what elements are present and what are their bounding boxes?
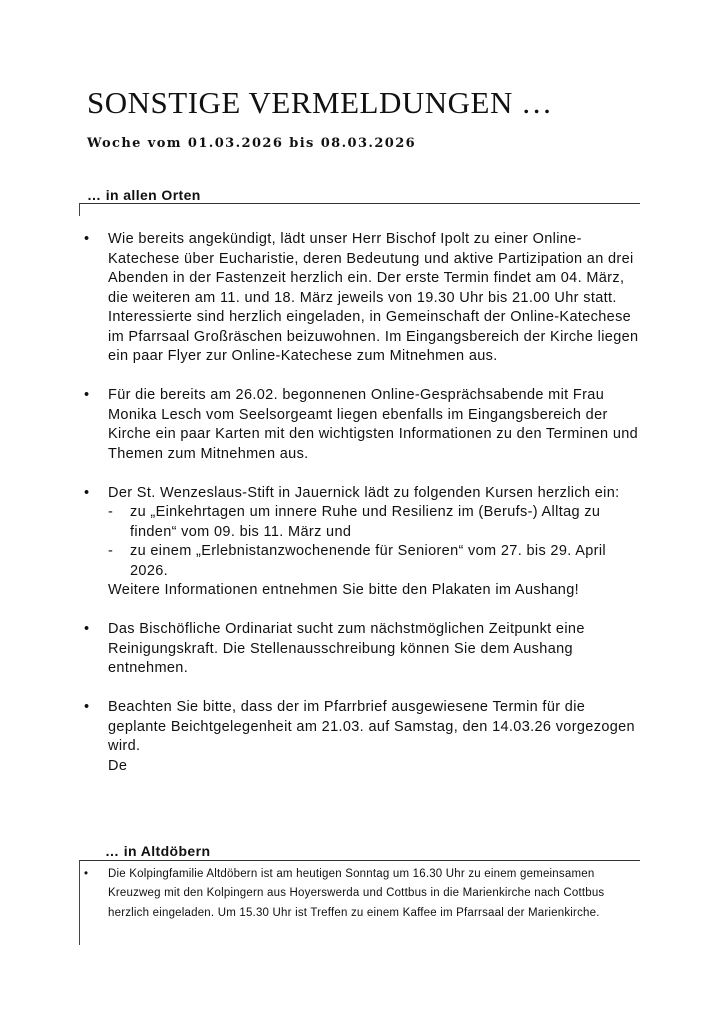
page-title: SONSTIGE VERMELDUNGEN …	[87, 85, 553, 120]
bullet-icon: •	[84, 621, 90, 637]
section-heading-all-places: … in allen Orten	[87, 187, 201, 203]
announcement-text: Wie bereits angekündigt, lädt unser Herr Bischof Ipolt zu einer Online-Katechese über Eucharistie, deren Bedeutung und aktive Partizipation an drei Abenden in der Fastenzeit herzlich ein. Der erste Termin findet am 04. März, die weiteren am 11. und 18. März jeweils von 19.30 Uhr bis 21.00 Uhr statt. Interessierte sind herzlich eingeladen, in Gemeinschaft der Online-Katechese im Pfarrsaal Großräschen beizuwohnen. Im Eingangsbereich der Kirche liegen ein paar Flyer zur Online-Katechese zum Mitnehmen aus.	[108, 231, 639, 364]
list-item	[84, 484, 644, 601]
announcement-list	[84, 230, 644, 796]
section-heading-altdoebern: … in Altdöbern	[105, 843, 211, 859]
dash-marker: -	[108, 504, 114, 520]
announcement-text: Weitere Informationen entnehmen Sie bitte den Plakaten im Aushang!	[108, 582, 579, 598]
course-item	[108, 503, 644, 542]
section-rule	[79, 860, 640, 861]
truncated-text: De	[108, 757, 128, 774]
list-item	[84, 698, 644, 776]
bullet-icon: •	[84, 387, 90, 403]
dash-marker: -	[108, 543, 114, 559]
bullet-icon: •	[84, 231, 90, 247]
bullet-icon: •	[84, 868, 89, 880]
bullet-icon: •	[84, 699, 90, 715]
bullet-icon: •	[84, 484, 90, 501]
altdoebern-list	[84, 865, 629, 923]
section-rule	[79, 203, 640, 204]
week-subtitle: Woche vom 01.03.2026 bis 08.03.2026	[87, 136, 417, 151]
announcement-text: Das Bischöfliche Ordinariat sucht zum nächstmöglichen Zeitpunkt eine Reinigungskraft. Die Stellenausschreibung können Sie dem Aushang entnehmen.	[108, 621, 585, 676]
course-item	[108, 542, 644, 581]
announcement-text: Der St. Wenzeslaus-Stift in Jauernick lädt zu folgenden Kursen herzlich ein:	[108, 484, 620, 501]
list-item	[84, 230, 644, 367]
section-rule-tick	[79, 203, 80, 216]
list-item	[84, 386, 644, 464]
announcement-text: Beachten Sie bitte, dass der im Pfarrbrief ausgewiesene Termin für die geplante Beichtgelegenheit am 21.03. auf Samstag, den 14.03.26 vorgezogen wird.	[108, 699, 635, 754]
course-text: zu „Einkehrtagen um innere Ruhe und Resilienz im (Berufs-) Alltag zu finden“ vom 09. bis 11. März und	[130, 504, 601, 540]
announcement-text: Für die bereits am 26.02. begonnenen Online-Gesprächsabende mit Frau Monika Lesch vom Seelsorgeamt liegen ebenfalls im Eingangsbereich der Kirche ein paar Karten mit den wichtigsten Informationen zu den Terminen und Themen zum Mitnehmen aus.	[108, 387, 639, 462]
announcement-text: Die Kolpingfamilie Altdöbern ist am heutigen Sonntag um 16.30 Uhr zu einem gemeinsamen Kreuzweg mit den Kolpingern aus Hoyerswerda und Cottbus in die Marienkirche nach Cottbus herzlich eingeladen. Um 15.30 Uhr ist Treffen zu einem Kaffee im Pfarrsaal der Marienkirche.	[108, 868, 605, 919]
course-text: zu einem „Erlebnistanzwochenende für Senioren“ vom 27. bis 29. April 2026.	[130, 543, 606, 579]
list-item	[84, 620, 644, 679]
section-rule-vertical	[79, 860, 80, 945]
course-list	[108, 503, 644, 581]
list-item	[84, 865, 629, 923]
